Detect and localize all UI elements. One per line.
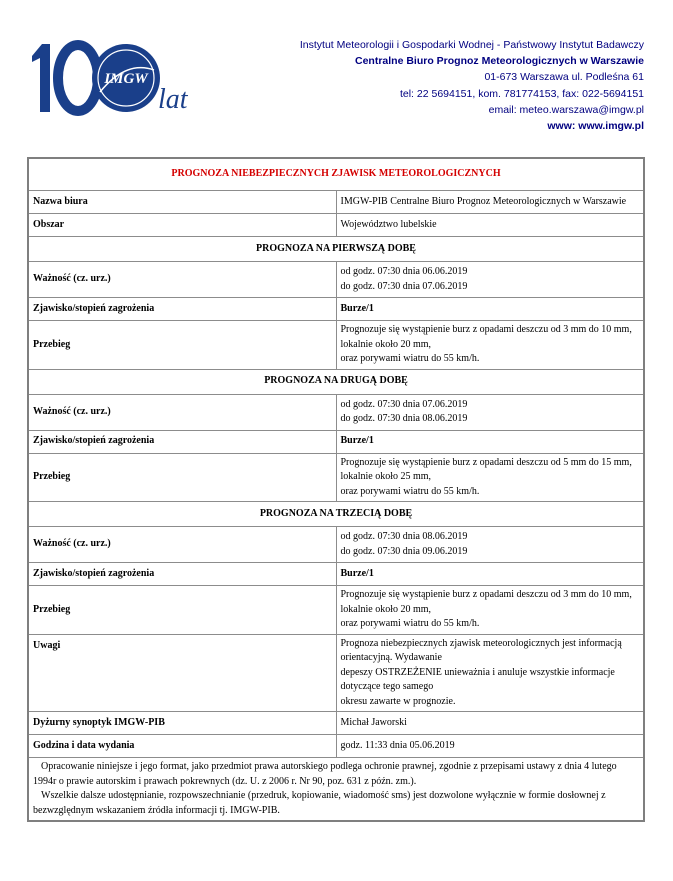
remarks-value — [336, 634, 644, 712]
day2-course-label: Przebieg — [28, 453, 336, 502]
legal-notice — [28, 758, 644, 822]
issued-label: Godzina i data wydania — [28, 735, 336, 758]
day2-validity-label: Ważność (cz. urz.) — [28, 394, 336, 430]
day3-course-value — [336, 586, 644, 635]
day3-validity-to: do godz. 07:30 dnia 09.06.2019 — [340, 545, 468, 557]
day2-validity-value — [336, 394, 644, 430]
day1-course-line2: oraz porywami wiatru do 55 km/h. — [340, 353, 480, 364]
document-title: PROGNOZA NIEBEZPIECZNYCH ZJAWISK METEOROLOGICZNYCH — [28, 158, 644, 191]
day2-validity-from: od godz. 07:30 dnia 07.06.2019 — [340, 398, 468, 410]
office-label: Nazwa biura — [28, 191, 336, 214]
remarks-line1: Prognoza niebezpiecznych zjawisk meteorologicznych jest informacją orientacyjną. Wydawanie — [340, 637, 622, 663]
office-website[interactable]: www: www.imgw.pl — [547, 120, 644, 133]
day3-course-label: Przebieg — [28, 586, 336, 635]
day1-heading: PROGNOZA NA PIERWSZĄ DOBĘ — [28, 237, 644, 262]
day1-validity-from: od godz. 07:30 dnia 06.06.2019 — [340, 266, 468, 277]
day1-course-line1: Prognozuje się wystąpienie burz z opadami deszczu od 3 mm do 10 mm, lokalnie około 20 mm, — [340, 324, 632, 350]
remarks-line2: depeszy OSTRZEŻENIE unieważnia i anuluje wszystkie informacje dotyczące tego samego — [340, 666, 615, 692]
office-phone: tel: 22 5694151, kom. 781774153, fax: 022-5694151 — [399, 87, 644, 100]
office-name: Centralne Biuro Prognoz Meteorologicznych w Warszawie — [355, 55, 644, 68]
forecaster-value: Michał Jaworski — [336, 712, 644, 735]
day3-validity-label: Ważność (cz. urz.) — [28, 527, 336, 563]
office-value: IMGW-PIB Centralne Biuro Prognoz Meteorologicznych w Warszawie — [336, 191, 644, 214]
day1-course-value — [336, 321, 644, 370]
day2-course-line2: oraz porywami wiatru do 55 km/h. — [340, 485, 480, 497]
forecaster-label: Dyżurny synoptyk IMGW-PIB — [28, 712, 336, 735]
day1-course-label: Przebieg — [28, 321, 336, 370]
day2-heading: PROGNOZA NA DRUGĄ DOBĘ — [28, 369, 644, 394]
imgw-100-lat-logo — [30, 40, 200, 116]
logo-lat-text: lat — [158, 84, 188, 115]
day3-course-line2: oraz porywami wiatru do 55 km/h. — [340, 618, 480, 629]
day3-course-line1: Prognozuje się wystąpienie burz z opadami deszczu od 3 mm do 10 mm, lokalnie około 20 mm, — [340, 589, 632, 615]
day2-course-value — [336, 453, 644, 502]
day3-validity-from: od godz. 07:30 dnia 08.06.2019 — [340, 531, 468, 542]
office-email[interactable]: email: meteo.warszawa@imgw.pl — [488, 103, 644, 116]
day2-course-line1: Prognozuje się wystąpienie burz z opadami deszczu od 5 mm do 15 mm, lokalnie około 25 mm, — [340, 456, 632, 482]
day2-phenomenon-label: Zjawisko/stopień zagrożenia — [28, 430, 336, 453]
day3-phenomenon-value: Burze/1 — [336, 563, 644, 586]
logo-digit-one — [32, 44, 50, 112]
day3-heading: PROGNOZA NA TRZECIĄ DOBĘ — [28, 502, 644, 527]
remarks-label: Uwagi — [28, 634, 336, 712]
day1-phenomenon-label: Zjawisko/stopień zagrożenia — [28, 298, 336, 321]
day1-validity-label: Ważność (cz. urz.) — [28, 262, 336, 298]
day2-phenomenon-value: Burze/1 — [336, 430, 644, 453]
day3-phenomenon-label: Zjawisko/stopień zagrożenia — [28, 563, 336, 586]
remarks-line3: okresu zawarte w prognozie. — [340, 695, 456, 707]
logo-badge-text: IMGW — [104, 71, 148, 87]
issued-value: godz. 11:33 dnia 05.06.2019 — [336, 735, 644, 758]
area-value: Województwo lubelskie — [336, 214, 644, 237]
day1-validity-to: do godz. 07:30 dnia 07.06.2019 — [340, 280, 468, 292]
day2-validity-to: do godz. 07:30 dnia 08.06.2019 — [340, 413, 468, 424]
day3-validity-value — [336, 527, 644, 563]
office-address: 01-673 Warszawa ul. Podleśna 61 — [484, 71, 644, 84]
copyright-paragraph: Opracowanie niniejsze i jego format, jako przedmiot prawa autorskiego podlega ochronie prawnej, zgodnie z przepisami ustawy z dnia 4 lutego 1994r o prawie autorskim i prawach pokrewnych (dz. U. z 2006 r. Nr 90, poz. 631 z późn. zm.). — [33, 761, 617, 787]
redistribution-paragraph: Wszelkie dalsze udostępnianie, rozpowszechnianie (przedruk, kopiowanie, wiadomość sms) jest dozwolone wyłącznie w formie dosłownej z bezwzględnym wskazaniem źródła informacji tj. IMGW-PIB. — [33, 790, 606, 816]
institute-header — [300, 37, 644, 134]
day1-validity-value — [336, 262, 644, 298]
area-label: Obszar — [28, 214, 336, 237]
forecast-table — [27, 157, 645, 822]
day1-phenomenon-value: Burze/1 — [336, 298, 644, 321]
institute-name: Instytut Meteorologii i Gospodarki Wodnej - Państwowy Instytut Badawczy — [299, 39, 644, 51]
